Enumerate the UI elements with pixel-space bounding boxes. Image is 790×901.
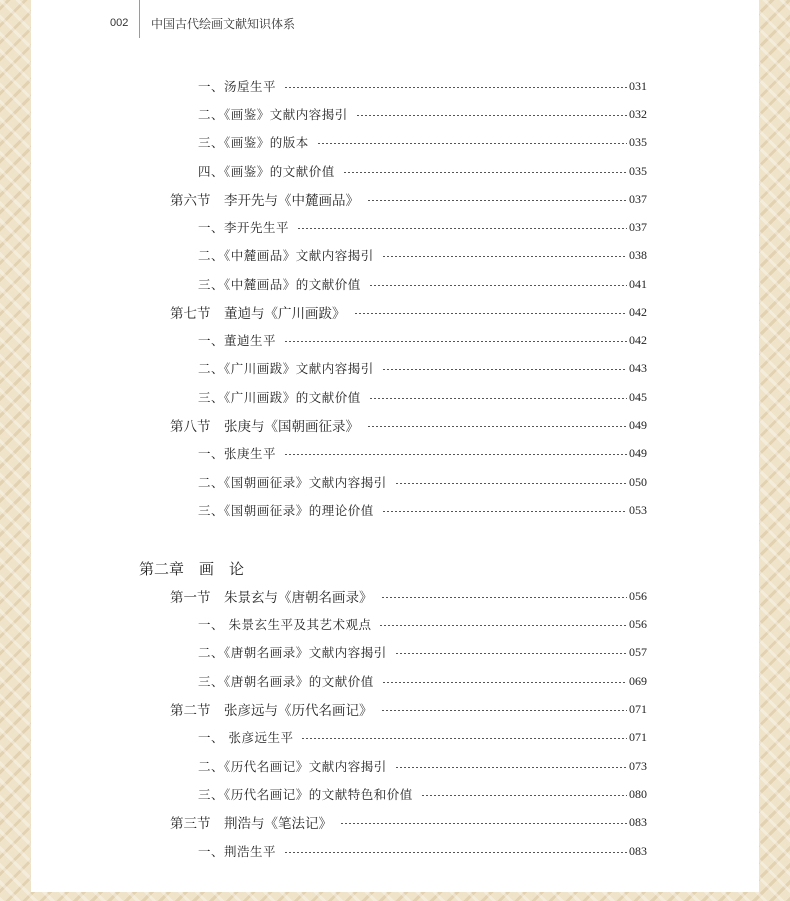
toc-entry-title: 三、《唐朝名画录》的文献价值 [198,674,374,689]
toc-entry-title: 三、《国朝画征录》的理论价值 [198,503,374,518]
leader-dots [367,200,627,201]
table-of-contents [31,0,759,892]
toc-entry-title: 一、 朱景玄生平及其艺术观点 [198,617,372,632]
leader-dots [395,653,627,654]
leader-dots [354,313,628,314]
toc-page-number: 071 [629,701,647,716]
leader-dots [369,398,627,399]
toc-page-number: 057 [629,644,647,659]
toc-entry[interactable] [198,442,647,464]
toc-entry-title: 二、《中麓画品》文献内容揭引 [198,248,374,263]
leader-dots [381,597,628,598]
leader-dots [343,172,627,173]
leader-dots [284,454,627,455]
toc-page-number: 080 [629,786,647,801]
book-page [31,0,759,892]
toc-entry-title: 一、董逌生平 [198,333,277,348]
toc-entry-title: 第八节 张庚与《国朝画征录》 [170,419,359,435]
leader-dots [317,143,627,144]
toc-entry[interactable] [198,244,647,266]
leader-dots [284,341,627,342]
toc-entry[interactable] [170,188,647,210]
toc-page-number: 038 [629,247,647,262]
toc-page-number: 045 [629,389,647,404]
leader-dots [297,228,627,229]
leader-dots [356,115,627,116]
leader-dots [382,682,627,683]
toc-entry-title: 二、《国朝画征录》文献内容揭引 [198,475,387,490]
leader-dots [369,285,627,286]
toc-entry[interactable] [198,357,647,379]
leader-dots [379,625,627,626]
leader-dots [367,426,627,427]
toc-page-number: 037 [629,191,647,206]
leader-dots [382,369,627,370]
toc-entry[interactable] [198,670,647,692]
toc-entry[interactable] [198,613,647,635]
toc-entry-title: 第六节 李开先与《中麓画品》 [170,193,359,209]
toc-entry-title: 三、《广川画跋》的文献价值 [198,390,361,405]
toc-entry-title: 第二节 张彦远与《历代名画记》 [170,703,373,719]
leader-dots [421,795,627,796]
leader-dots [395,767,627,768]
toc-entry[interactable] [170,811,647,833]
leader-dots [382,511,627,512]
toc-entry-title: 第一节 朱景玄与《唐朝名画录》 [170,590,373,606]
toc-entry[interactable] [198,471,647,493]
toc-entry[interactable] [170,414,647,436]
toc-page-number: 043 [629,360,647,375]
toc-entry[interactable] [198,783,647,805]
toc-page-number: 041 [629,276,647,291]
toc-entry[interactable] [198,103,647,125]
book-title: 中国古代绘画文献知识体系 [151,17,296,31]
leader-dots [381,710,628,711]
toc-entry[interactable] [198,131,647,153]
toc-entry[interactable] [170,301,647,323]
toc-entry[interactable] [198,329,647,351]
toc-entry[interactable] [198,641,647,663]
toc-entry-title: 三、《中麓画品》的文献价值 [198,277,361,292]
toc-page-number: 083 [629,814,647,829]
toc-page-number: 073 [629,758,647,773]
toc-entry[interactable] [198,755,647,777]
leader-dots [284,87,627,88]
leader-dots [284,852,627,853]
page-number: 002 [110,17,129,29]
toc-page-number: 053 [629,502,647,517]
toc-page-number: 035 [629,163,647,178]
toc-entry[interactable] [198,386,647,408]
toc-page-number: 032 [629,106,647,121]
toc-entry[interactable] [170,585,647,607]
toc-page-number: 069 [629,673,647,688]
toc-entry-title: 一、荆浩生平 [198,844,277,859]
toc-entry-title: 二、《广川画跋》文献内容揭引 [198,361,374,376]
toc-entry[interactable] [198,75,647,97]
toc-entry[interactable] [170,698,647,720]
toc-entry-title: 一、 张彦远生平 [198,730,294,745]
chapter-heading[interactable]: 第二章 画 论 [139,560,245,578]
toc-entry-title: 一、张庚生平 [198,446,277,461]
toc-page-number: 083 [629,843,647,858]
toc-entry-title: 二、《唐朝名画录》文献内容揭引 [198,645,387,660]
toc-entry-title: 二、《画鉴》文献内容揭引 [198,107,348,122]
toc-entry[interactable] [198,216,647,238]
toc-entry[interactable] [198,160,647,182]
toc-entry-title: 一、汤垕生平 [198,79,277,94]
toc-page-number: 049 [629,445,647,460]
toc-entry[interactable] [198,840,647,862]
toc-page-number: 049 [629,417,647,432]
toc-entry-title: 第七节 董逌与《广川画跋》 [170,306,346,322]
toc-page-number: 035 [629,134,647,149]
leader-dots [382,256,627,257]
toc-entry-title: 四、《画鉴》的文献价值 [198,164,335,179]
toc-page-number: 071 [629,729,647,744]
toc-entry-title: 一、李开先生平 [198,220,290,235]
toc-page-number: 056 [629,588,647,603]
toc-entry[interactable] [198,499,647,521]
leader-dots [340,823,627,824]
toc-entry-title: 二、《历代名画记》文献内容揭引 [198,759,387,774]
toc-entry-title: 第三节 荆浩与《笔法记》 [170,816,332,832]
toc-page-number: 050 [629,474,647,489]
leader-dots [395,483,627,484]
toc-entry-title: 三、《画鉴》的版本 [198,135,309,150]
leader-dots [301,738,627,739]
toc-page-number: 056 [629,616,647,631]
toc-entry-title: 三、《历代名画记》的文献特色和价值 [198,787,413,802]
toc-page-number: 042 [629,332,647,347]
toc-page-number: 042 [629,304,647,319]
toc-entry[interactable] [198,273,647,295]
toc-entry[interactable] [198,726,647,748]
toc-page-number: 037 [629,219,647,234]
toc-page-number: 031 [629,78,647,93]
